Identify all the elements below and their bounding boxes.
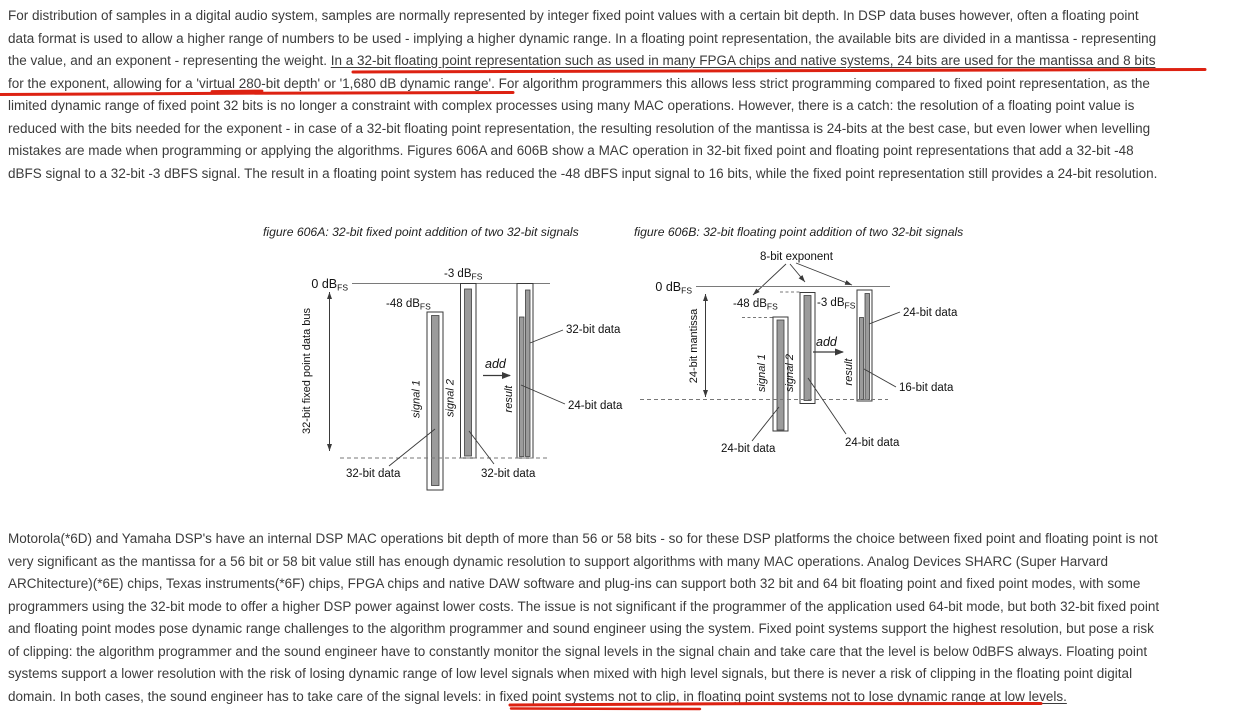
text-line <box>8 618 1232 641</box>
text-line <box>8 528 1232 551</box>
fig-b-24bit-bottomleft-label: 24-bit data <box>721 443 776 455</box>
text-segment: programmers using the 32-bit mode to offer a higher DSP power against lower costs. The issue is not significant if the programmer of the application used 64-bit mode, but both 32-bit fixed point <box>8 598 1160 614</box>
text-line <box>8 140 1232 163</box>
text-segment: systems support a lower resolution with the risk of losing dynamic range of low level signals when mixed with high level signals, but there is never a risk of clipping in the floating point digital <box>8 666 1133 681</box>
fig-b-24bit-top-pointer <box>869 312 900 324</box>
text-segment: mistakes are made when programming or applying the algorithms. Figures 606A and 606B show a MAC operation in 32-bit fixed point and floating point representations that add a 32-bit -48 <box>8 143 1134 158</box>
fig-a-add-label: add <box>485 357 506 371</box>
text-segment: and floating point modes pose dynamic range challenges to the algorithm programmer and sound engineer using the system. Fixed point systems support the highest resolution, but pose a risk <box>8 621 1154 636</box>
fig-a-signal1-label: signal 1 <box>410 380 423 418</box>
fig-a-0db-label: 0 $dB_{FS}$ <box>311 277 348 293</box>
fig-b-signal1-label: signal 1 <box>756 354 768 392</box>
paragraph-dsp-platforms <box>8 528 1232 708</box>
fig-b-add-label: add <box>816 335 837 349</box>
figure-606a <box>263 225 623 490</box>
fig-b-24bit-top-label: 24-bit data <box>903 307 958 319</box>
fig-a-signal2-bar <box>465 289 472 456</box>
text-segment: For distribution of samples in a digital audio system, samples are normally represented by integer fixed point values with a certain bit depth. In DSP data buses however, often a floating point <box>8 8 1139 23</box>
fig-b-signal2-bar <box>804 296 811 401</box>
text-line <box>8 73 1232 96</box>
fig-a-result-bar-high <box>526 290 531 457</box>
text-segment: for the exponent, allowing for a 'virtual 280-bit depth' or '1,680 dB dynamic range'. For algorithm programmers this allows less strict programming compared to fixed point representation, as the <box>8 75 1150 91</box>
text-segment: reduced with the bits needed for the exponent - in case of a 32-bit floating point representation, the resulting resolution of the mantissa is 24-bits at the best case, but even lower when levelling <box>8 120 1151 136</box>
text-line <box>8 118 1232 141</box>
fig-a-minus3db-label: -3 $dB_{FS}$ <box>444 268 483 282</box>
fig-b-exponent-arrow-2 <box>790 264 805 282</box>
fig-b-exponent-arrow-1 <box>753 264 786 295</box>
fig-a-signal2-label: signal 2 <box>444 379 457 417</box>
text-line <box>8 686 1232 709</box>
fig-a-minus48db-label: -48 $dB_{FS}$ <box>386 298 431 312</box>
fig-a-result-label: result <box>503 385 515 413</box>
red-underline-bottom-second <box>511 709 700 710</box>
text-segment: of clipping: the algorithm programmer and the sound engineer have to constantly monitor the signal levels in the signal chain and take care that the level is below 0dBFS always. Floating point <box>8 643 1148 659</box>
text-line <box>8 596 1232 619</box>
text-line <box>8 50 1232 73</box>
fig-a-32bit-top-label: 32-bit data <box>566 324 621 336</box>
text-line <box>8 663 1232 686</box>
fig-a-32bit-bottommid-label: 32-bit data <box>481 468 536 480</box>
fig-a-32bit-bottomleft-label: 32-bit data <box>346 468 401 480</box>
text-line <box>8 5 1232 28</box>
figure-606a-caption: figure 606A: 32-bit fixed point addition of two 32-bit signals <box>263 225 579 239</box>
text-segment: data format is used to allow a higher range of numbers to be used - implying a higher dynamic range. In a floating point representation, the available bits are divided in a mantissa - representing <box>8 30 1157 46</box>
figure-606b <box>634 225 963 455</box>
fig-a-24bit-label: 24-bit data <box>568 400 623 412</box>
text-line <box>8 95 1232 118</box>
fig-b-mantissa-axis-label: 24-bit mantissa <box>688 308 700 384</box>
fig-a-signal1-bar <box>432 316 440 486</box>
paragraph-fixed-vs-floating-intro <box>8 5 1232 185</box>
text-line <box>8 28 1232 51</box>
fig-b-result-bar-high <box>865 294 870 400</box>
fig-b-24bit-bottommid-label: 24-bit data <box>845 437 900 449</box>
text-segment: Motorola(*6D) and Yamaha DSP's have an internal DSP MAC operations bit depth of more than 56 or 58 bits - so for these DSP platforms the choice between fixed point and floating point is not <box>8 531 1158 546</box>
text-line <box>8 573 1232 596</box>
fig-b-signal1-bar <box>777 320 784 430</box>
text-line <box>8 163 1232 186</box>
fig-a-bus-axis-label: 32-bit fixed point data bus <box>301 308 313 434</box>
underlined-phrase: not to lose dynamic range at low levels. <box>831 688 1067 704</box>
fig-a-result-bar-low <box>520 317 525 457</box>
text-segment: limited dynamic range of fixed point 32 bits is no longer a constraint with complex processes using many MAC operations. However, there is a catch: the resolution of a floating point value is <box>8 98 1135 113</box>
fig-b-signal2-label: signal 2 <box>784 354 796 392</box>
text-segment: ARChitecture)(*6E) chips, Texas instruments(*6F) chips, FPGA chips and native DAW software and plug-ins can support both 32 bit and 64 bit floating point and fixed point modes, with some <box>8 576 1141 591</box>
text-segment: very significant as the mantissa for a 56 bit or 58 bit value still has enough dynamic resolution to support algorithms with many MAC operations. Analog Devices SHARC (Super Harvard <box>8 553 1109 569</box>
fig-b-minus48db-label: -48 $dB_{FS}$ <box>733 298 778 312</box>
fig-b-16bit-label: 16-bit data <box>899 382 954 394</box>
fig-b-0db-label: 0 $dB_{FS}$ <box>655 280 692 296</box>
text-segment: the value, and an exponent - representing the weight. <box>8 53 331 68</box>
fig-b-result-label: result <box>843 358 855 386</box>
figure-606b-caption: figure 606B: 32-bit floating point addition of two 32-bit signals <box>634 225 964 239</box>
text-line <box>8 641 1232 664</box>
fig-b-result-bar-low <box>860 318 864 400</box>
figures-606a-606b <box>0 215 1235 515</box>
fig-a-32bit-top-pointer <box>530 330 563 343</box>
fig-b-24bit-bottommid-pointer <box>808 378 846 434</box>
underlined-phrase: In a 32-bit floating point representation such as used in many FPGA chips and native systems, 24 bits are used for the mantissa and 8 bits <box>330 53 1156 68</box>
text-line <box>8 551 1232 574</box>
text-segment: dBFS signal to a 32-bit -3 dBFS signal. The result in a floating point system has reduced the -48 dBFS input signal to 16 bits, while the fixed point representation still provides a 24-bit resolution. <box>8 165 1158 181</box>
fig-b-exponent-label: 8-bit exponent <box>760 251 833 263</box>
text-segment: domain. In both cases, the sound engineer has to take care of the signal levels: in fixed point systems not to clip, in floating point systems <box>8 688 832 704</box>
fig-b-minus3db-label: -3 $dB_{FS}$ <box>817 297 856 311</box>
